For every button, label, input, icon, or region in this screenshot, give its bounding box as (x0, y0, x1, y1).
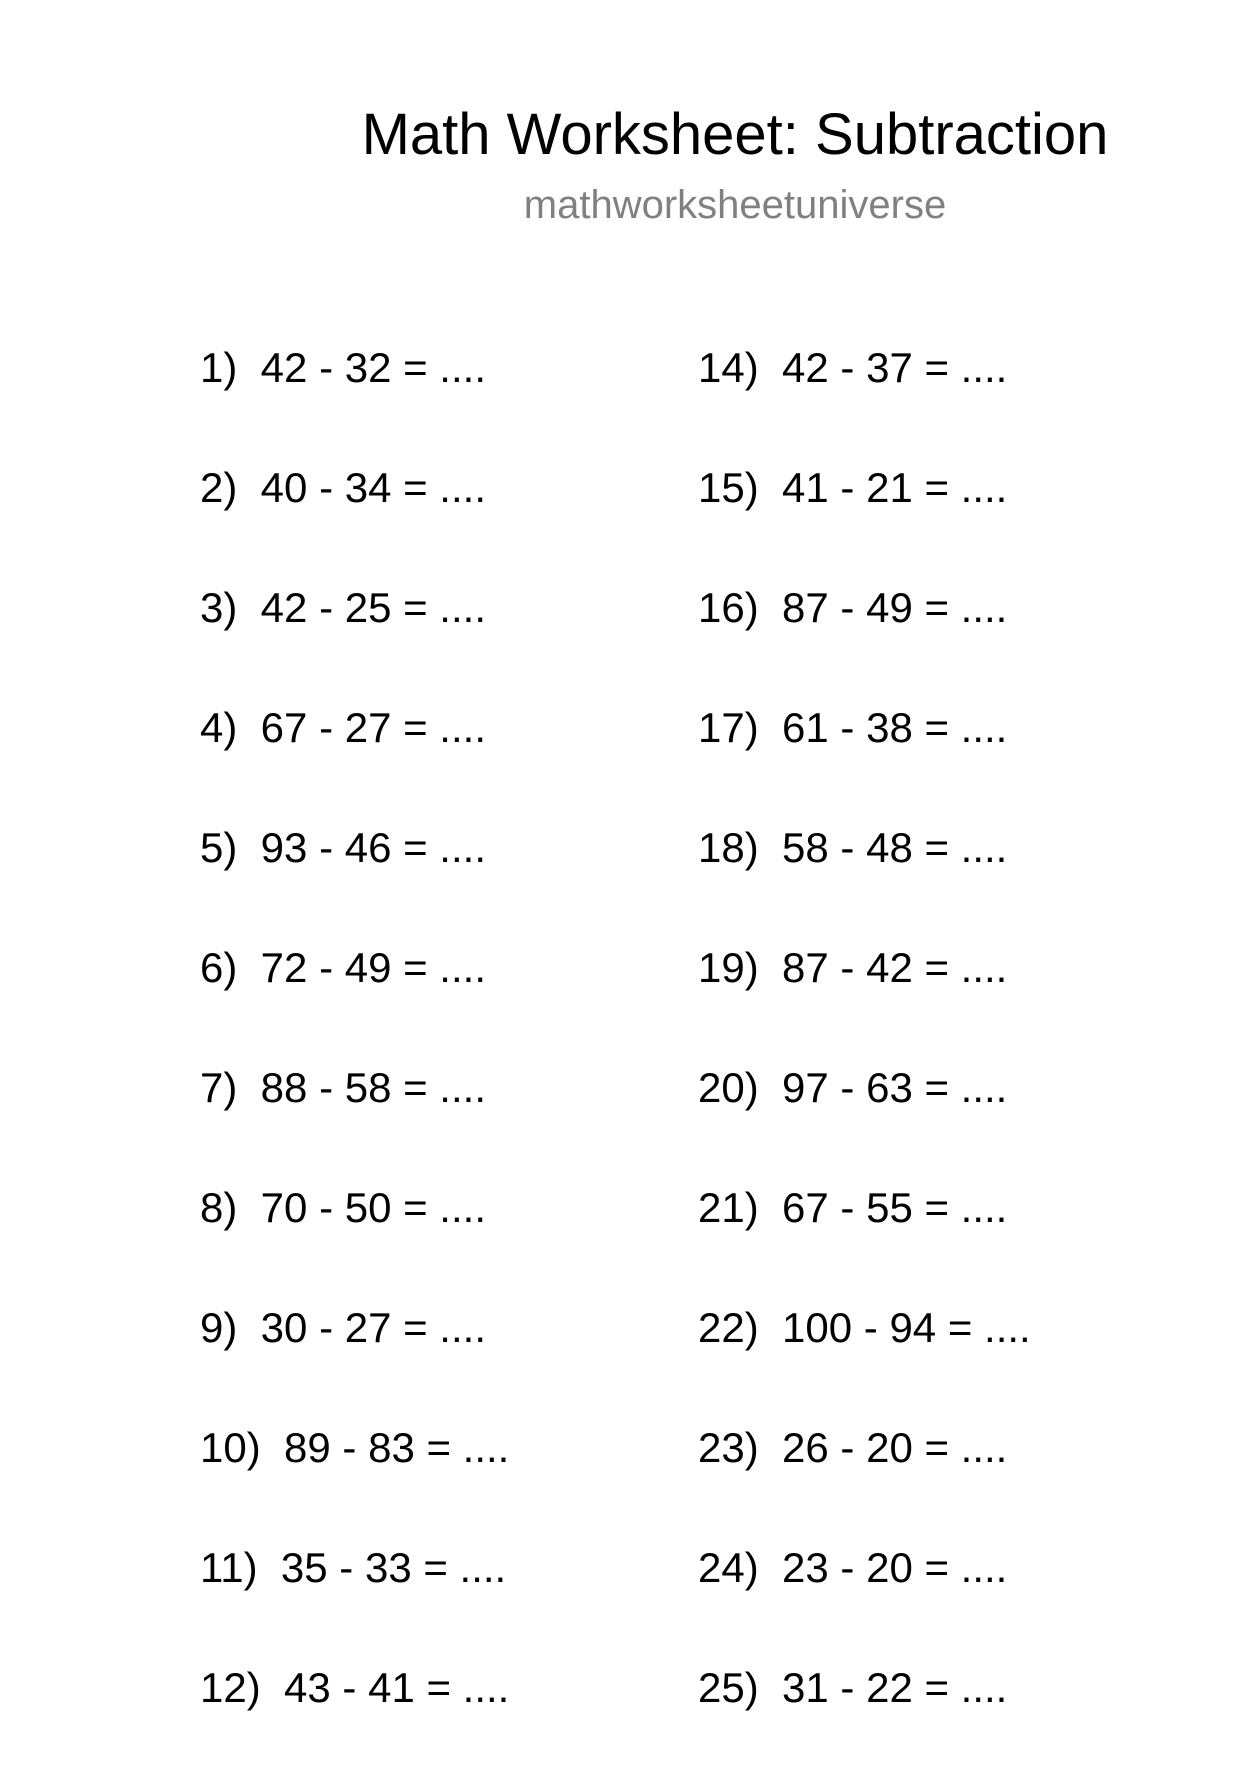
problem-item: 25) 31 - 22 = .... (698, 1664, 1008, 1711)
problem-item: 4) 67 - 27 = .... (200, 704, 486, 751)
problem-item: 12) 43 - 41 = .... (200, 1664, 510, 1711)
problem-item: 1) 42 - 32 = .... (200, 344, 486, 391)
problem-item: 15) 41 - 21 = .... (698, 464, 1008, 511)
problem-item: 16) 87 - 49 = .... (698, 584, 1008, 631)
problem-item: 10) 89 - 83 = .... (200, 1424, 510, 1471)
problem-item: 21) 67 - 55 = .... (698, 1184, 1008, 1231)
problem-item: 11) 35 - 33 = .... (200, 1544, 507, 1591)
problem-item: 14) 42 - 37 = .... (698, 344, 1008, 391)
source-label: mathworksheetuniverse (523, 183, 947, 227)
problems-right-column (698, 344, 1031, 1784)
problems-left-column (200, 344, 509, 1784)
problem-item: 19) 87 - 42 = .... (698, 944, 1008, 991)
problem-item: 2) 40 - 34 = .... (200, 464, 486, 511)
problem-item: 22) 100 - 94 = .... (698, 1304, 1031, 1351)
problem-item: 18) 58 - 48 = .... (698, 824, 1008, 871)
problem-item: 8) 70 - 50 = .... (200, 1184, 486, 1231)
problem-item: 23) 26 - 20 = .... (698, 1424, 1008, 1471)
problem-item: 17) 61 - 38 = .... (698, 704, 1008, 751)
problem-item: 6) 72 - 49 = .... (200, 944, 486, 991)
problem-item: 3) 42 - 25 = .... (200, 584, 486, 631)
page-title: Math Worksheet: Subtraction (361, 102, 1109, 167)
problem-item: 20) 97 - 63 = .... (698, 1064, 1008, 1111)
problem-item: 7) 88 - 58 = .... (200, 1064, 486, 1111)
problem-item: 24) 23 - 20 = .... (698, 1544, 1008, 1591)
problem-item: 5) 93 - 46 = .... (200, 824, 486, 871)
problem-item: 9) 30 - 27 = .... (200, 1304, 486, 1351)
